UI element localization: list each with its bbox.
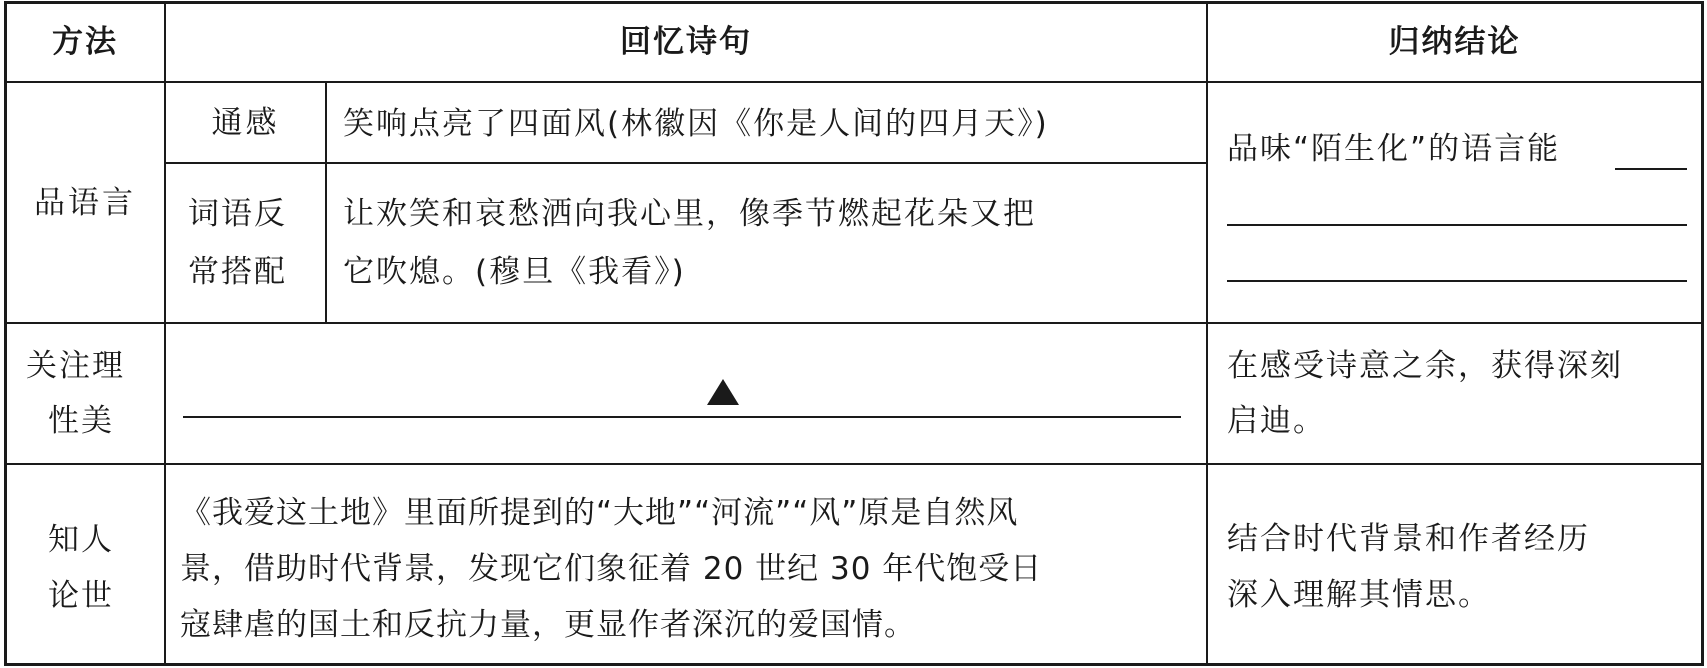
poem-context-line1: 《我爱这土地》里面所提到的“大地”“河流”“风”原是自然风 bbox=[180, 495, 1019, 531]
sub-method-collocation-line2: 常搭配 bbox=[188, 254, 287, 290]
conclusion-context-line2: 深入理解其情思。 bbox=[1227, 577, 1491, 613]
answer-blank-line bbox=[183, 416, 1181, 418]
conclusion-rational-line1: 在感受诗意之余，获得深刻 bbox=[1227, 348, 1623, 384]
table-divider bbox=[164, 162, 1206, 164]
table-divider bbox=[4, 322, 1703, 324]
table-divider bbox=[325, 81, 327, 322]
answer-blank-line bbox=[1615, 168, 1687, 170]
poem-context-line3: 寇肆虐的国土和反抗力量，更显作者深沉的爱国情。 bbox=[180, 607, 916, 643]
poem-synesthesia: 笑响点亮了四面风(林徽因《你是人间的四月天》) bbox=[343, 106, 1049, 142]
method-rational-line1: 关注理 bbox=[26, 348, 125, 384]
conclusion-context-line1: 结合时代背景和作者经历 bbox=[1227, 521, 1590, 557]
table-divider bbox=[4, 463, 1703, 465]
blank-marker-triangle bbox=[707, 379, 739, 405]
method-rational-line2: 性美 bbox=[48, 403, 114, 439]
method-context-line1: 知人 bbox=[48, 522, 114, 558]
answer-blank-line bbox=[1227, 280, 1687, 282]
conclusion-language-prefix: 品味“陌生化”的语言能 bbox=[1227, 131, 1561, 167]
method-language: 品语言 bbox=[34, 184, 136, 221]
poem-collocation-line1: 让欢笑和哀愁洒向我心里，像季节燃起花朵又把 bbox=[343, 196, 1036, 232]
table-border-bottom bbox=[4, 663, 1703, 666]
header-poem: 回忆诗句 bbox=[620, 24, 752, 60]
sub-method-synesthesia: 通感 bbox=[211, 104, 280, 141]
answer-blank-line bbox=[1227, 224, 1687, 226]
sub-method-collocation-line1: 词语反 bbox=[188, 196, 287, 232]
poem-context-line2: 景，借助时代背景，发现它们象征着 20 世纪 30 年代饱受日 bbox=[180, 551, 1043, 587]
table-divider bbox=[1206, 1, 1208, 666]
poem-collocation-line2: 它吹熄。(穆旦《我看》) bbox=[343, 254, 686, 290]
header-conclusion: 归纳结论 bbox=[1388, 24, 1521, 60]
conclusion-rational-line2: 启迪。 bbox=[1227, 403, 1326, 439]
table-border-right bbox=[1701, 1, 1704, 666]
method-context-line2: 论世 bbox=[48, 578, 114, 614]
header-method: 方法 bbox=[52, 24, 118, 60]
